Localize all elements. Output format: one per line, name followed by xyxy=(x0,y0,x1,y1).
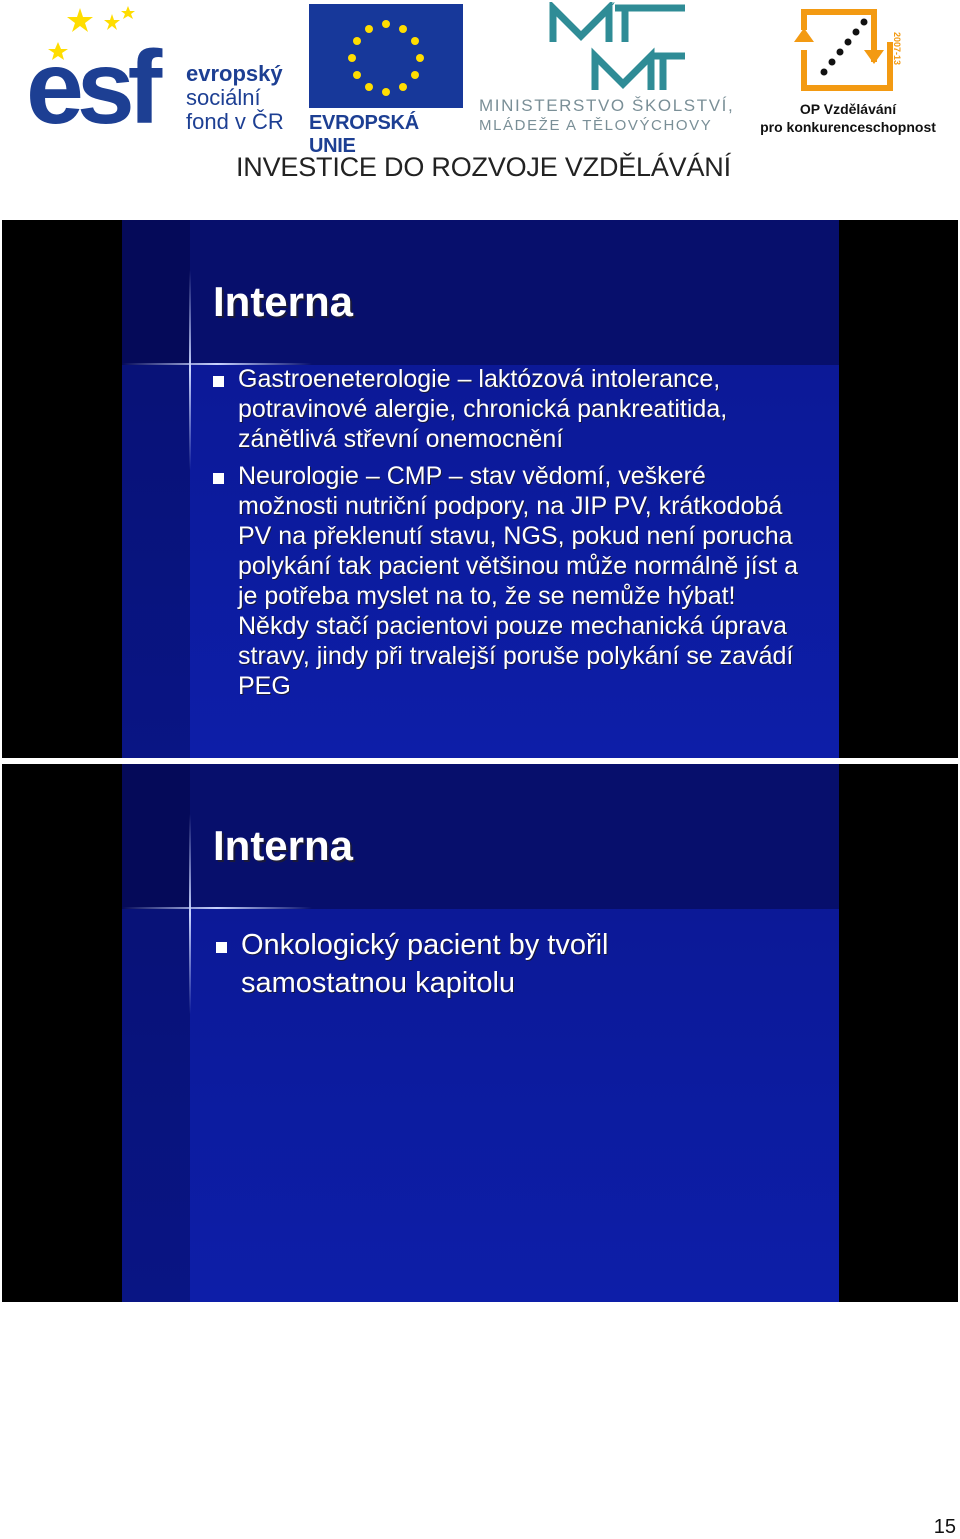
slide-1 xyxy=(2,220,958,758)
msmt-logo-icon xyxy=(545,2,690,94)
slide-1-title: Interna xyxy=(213,278,354,325)
op-line2: pro konkurenceschopnost xyxy=(760,119,936,135)
op-year: 2007-13 xyxy=(892,32,902,66)
eu-flag xyxy=(309,4,463,108)
bullet-text: Onkologický pacient by tvořil samostatnou kapitolu xyxy=(241,929,609,999)
msmt-text xyxy=(479,96,749,136)
op-text xyxy=(758,100,938,136)
slide-1-vline xyxy=(189,270,191,470)
slide-2-title: Interna xyxy=(213,822,354,869)
op-line1: OP Vzdělávání xyxy=(799,101,897,117)
list-item xyxy=(241,926,761,1002)
msmt-line2: MLÁDEŽE A TĚLOVÝCHOVY xyxy=(479,117,713,134)
slide-2-bullets xyxy=(241,926,761,1002)
esf-line1: evropský xyxy=(186,61,283,86)
bullet-square-icon xyxy=(216,942,227,953)
eu-label: EVROPSKÁ UNIE xyxy=(309,112,419,157)
esf-text xyxy=(186,62,284,134)
bullet-square-icon xyxy=(213,473,224,484)
slide-2-left-band xyxy=(122,764,190,1302)
list-item xyxy=(238,461,808,701)
msmt-line1: MINISTERSTVO ŠKOLSTVÍ, xyxy=(479,96,735,115)
esf-logo xyxy=(26,4,295,146)
esf-line2: sociální xyxy=(186,85,261,110)
bullet-text: Gastroeneterologie – laktózová intolerance, potravinové alergie, chronická pankreatitida, zánětlivá střevní onemocnění xyxy=(238,365,728,453)
slide-1-left-band xyxy=(122,220,190,758)
slide-1-bullets xyxy=(238,364,808,708)
slide-2-vline xyxy=(189,814,191,1014)
svg-text:ˇ: ˇ xyxy=(609,2,616,18)
slide-2-hline xyxy=(122,907,312,909)
esf-line3: fond v ČR xyxy=(186,109,284,134)
bullet-square-icon xyxy=(213,376,224,387)
page-number: 15 xyxy=(933,1516,956,1538)
slide-2 xyxy=(2,764,958,1302)
investice-heading: INVESTICE DO ROZVOJE VZDĚLÁVÁNÍ xyxy=(236,152,731,182)
esf-letters: esf xyxy=(26,30,156,146)
list-item xyxy=(238,364,808,454)
bullet-text: Neurologie – CMP – stav vědomí, veškeré možnosti nutriční podpory, na JIP PV, krátkodobá PV na překlenutí stavu, NGS, pokud není porucha polykání tak pacient většinou může normálně jíst a je potřeba myslet na to, že se nemůže hýbat! Někdy stačí pacientovi pouze mechanická úprava stravy, jindy při trvalejší poruše polykání se zavádí PEG xyxy=(238,462,799,700)
eu-stars-icon xyxy=(309,4,463,108)
op-logo-icon xyxy=(794,2,904,98)
